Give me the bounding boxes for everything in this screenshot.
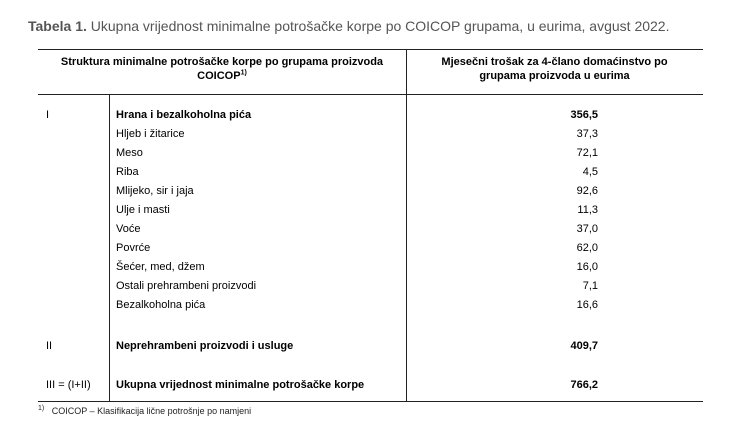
header-divider [38, 94, 703, 95]
row-name: Neprehrambeni proizvodi i usluge [116, 340, 294, 352]
footnote [38, 405, 251, 416]
footnote-text: COICOP – Klasifikacija lične potrošnje po namjeni [51, 406, 252, 416]
row-code: I [46, 109, 50, 121]
caption-text: Ukupna vrijednost minimalne potrošačke korpe po COICOP grupama, u eurima, avgust 2022. [86, 18, 670, 34]
table-row [38, 376, 703, 395]
table-row [38, 239, 703, 258]
col1-header-text-line2: COICOP [197, 70, 241, 82]
row-value: 37,3 [576, 128, 598, 140]
row-value: 356,5 [570, 109, 598, 121]
col2-header-text-line2: grupama proizvoda u eurima [479, 70, 630, 82]
table-row [38, 144, 703, 163]
table-row [38, 182, 703, 201]
row-value: 92,6 [576, 185, 598, 197]
row-value: 37,0 [576, 223, 598, 235]
footnote-sup: 1) [38, 405, 45, 412]
row-name: Povrće [116, 242, 151, 254]
caption-label: Tabela 1. [28, 18, 87, 34]
row-value: 409,7 [570, 340, 598, 352]
col1-header [38, 55, 406, 83]
table-row [38, 106, 703, 125]
col1-header-sup: 1) [240, 69, 247, 77]
row-value: 62,0 [576, 242, 598, 254]
row-name: Ukupna vrijednost minimalne potrošačke korpe [116, 379, 365, 391]
row-name: Mlijeko, sir i jaja [116, 185, 194, 197]
table-row [38, 296, 703, 315]
table-row [38, 220, 703, 239]
table-row [38, 277, 703, 296]
row-name: Bezalkoholna pića [116, 299, 206, 311]
row-name: Šećer, med, džem [116, 261, 205, 273]
coicop-table [38, 49, 703, 402]
row-value: 16,0 [576, 261, 598, 273]
table-row [38, 163, 703, 182]
row-value: 766,2 [570, 379, 598, 391]
col1-header-text: Struktura minimalne potrošačke korpe po grupama proizvoda [60, 56, 384, 68]
row-name: Meso [116, 147, 143, 159]
table-row [38, 258, 703, 277]
row-code: II [46, 340, 53, 352]
row-name: Hljeb i žitarice [116, 128, 185, 140]
row-name: Ulje i masti [116, 204, 170, 216]
row-value: 4,5 [582, 166, 598, 178]
row-value: 11,3 [577, 204, 598, 216]
table-row [38, 125, 703, 144]
row-value: 72,1 [576, 147, 598, 159]
row-code: III = (I+II) [46, 379, 91, 391]
col2-header-text: Mjesečni trošak za 4-člano domaćinstvo po [441, 56, 668, 68]
col2-header [406, 55, 703, 83]
table-row [38, 337, 703, 356]
row-name: Ostali prehrambeni proizvodi [116, 280, 257, 292]
table-row [38, 201, 703, 220]
row-name: Voće [116, 223, 141, 235]
row-name: Hrana i bezalkoholna pića [116, 109, 252, 121]
row-value: 7,1 [582, 280, 598, 292]
row-value: 16,6 [576, 299, 598, 311]
table-caption [28, 18, 669, 34]
row-name: Riba [116, 166, 139, 178]
